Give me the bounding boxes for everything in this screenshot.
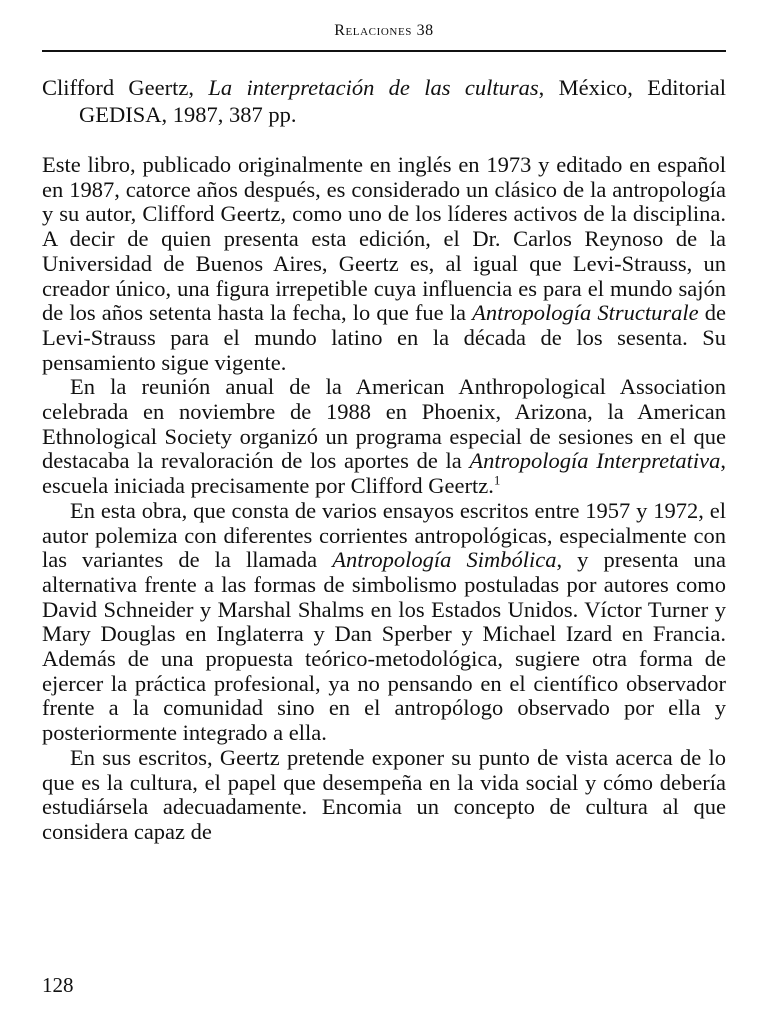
book-page: [42, 18, 726, 1018]
footnote-marker[interactable]: 1: [493, 472, 501, 488]
book-citation: [42, 74, 726, 128]
running-head: Relaciones 38: [334, 22, 434, 39]
paragraph-1-text: Este libro, publicado originalmente en inglés en 1973 y editado en español en 1987, catorce años después, es considerado un clásico de la antropología y su autor, Clifford Geertz, como uno de los líderes activos de la disciplina. A decir de quien presenta esta edición, el Dr. Carlos Reynoso de la Universidad de Buenos Aires, Geertz es, al igual que Levi-Strauss, un creador único, una figura irrepetible cuya influencia es para el mundo sajón de los años setenta hasta la fecha, lo que fue la: [42, 152, 726, 326]
paragraph-2-text: En la reunión anual de la American Anthropological Association celebrada en noviembre de 1988 en Phoenix, Arizona, la American Ethnological Society organizó un programa especial de sesiones en el que destacaba la revaloración de los aportes de la: [42, 374, 726, 474]
paragraph-2-italic: Antropología Interpretativa: [469, 448, 721, 474]
paragraph-1: [42, 153, 726, 375]
paragraph-3-italic: Antropología Simbólica: [332, 547, 557, 573]
paragraph-3-text: En esta obra, que consta de varios ensayos escritos entre 1957 y 1972, el autor polemiza con diferentes corrientes antropológicas, especialmente con las variantes de la llamada: [42, 497, 726, 573]
paragraph-1-italic: Antropología Structurale: [472, 300, 699, 326]
citation-publication: , México, Editorial GEDISA, 1987, 387 pp.: [79, 75, 726, 127]
paragraph-3: [42, 499, 726, 746]
paragraph-1-end: de Levi-Strauss para el mundo latino en la década de los sesenta. Su pensamiento sigue vigente.: [42, 300, 726, 375]
paragraph-2: [42, 375, 726, 499]
paragraph-2-end: , escuela iniciada precisamente por Clifford Geertz.: [42, 448, 726, 499]
paragraph-4-text: En sus escritos, Geertz pretende exponer su punto de vista acerca de lo que es la cultura, el papel que desempeña en la vida social y cómo debería estudiársela adecuadamente. Encomia un concepto de cultura al que considera capaz de: [42, 744, 726, 844]
paragraph-3-end: , y presenta una alternativa frente a las formas de simbolismo postuladas por autores como David Schneider y Marshal Shalms en los Estados Unidos. Víctor Turner y Mary Douglas en Inglaterra y Dan Sperber y Michael Izard en Francia. Además de una propuesta teórico-metodológica, sugiere otra forma de ejercer la práctica profesional, ya no pensando en el científico observador frente a la comunidad sino en el antropólogo observado por ella y posteriormente integrado a ella.: [42, 547, 726, 746]
header-rule: [42, 50, 726, 52]
review-body: [42, 153, 726, 845]
citation-author: Clifford Geertz,: [42, 75, 209, 100]
paragraph-4: [42, 746, 726, 845]
page-number: 128: [42, 973, 74, 997]
citation-title: La interpretación de las culturas: [208, 75, 539, 100]
